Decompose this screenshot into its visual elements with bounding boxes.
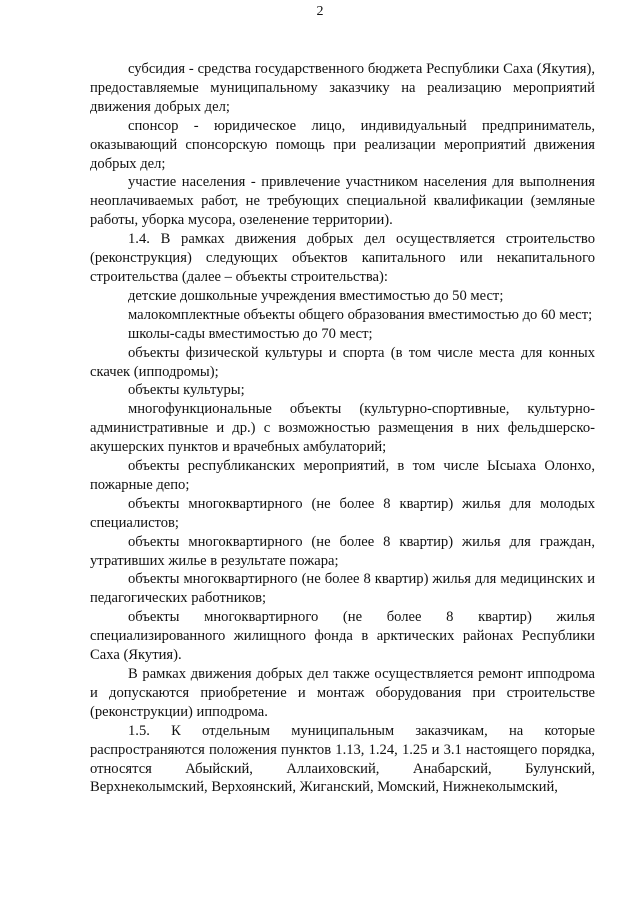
list-item-culture-facilities: объекты культуры;: [128, 382, 245, 399]
list-item-preschool: детские дошкольные учреждения вместимостью до 50 мест;: [128, 287, 504, 304]
list-item-housing-fire-victims: объекты многоквартирного (не более 8 квартир) жилья для граждан, утративших жилье в результате пожара;: [90, 533, 595, 569]
list-item-school-kindergartens: школы-сады вместимостью до 70 мест;: [128, 325, 373, 342]
paragraph-subsidy-definition: субсидия - средства государственного бюджета Республики Саха (Якутия), предоставляемые муниципальному заказчику на реализацию мероприятий движения добрых дел;: [90, 61, 595, 115]
paragraph-1-5: 1.5. К отдельным муниципальным заказчикам, на которые распространяются положения пунктов 1.13, 1.24, 1.25 и 3.1 настоящего порядка, относятся Абыйский, Аллаиховский, Анабарский, Булунский, Верхнеколымский, Верхоянский, Жиганский, Момский, Нижнеколымский,: [90, 722, 595, 796]
list-item-sports-facilities: объекты физической культуры и спорта (в том числе места для конных скачек (ипподромы);: [90, 344, 595, 380]
paragraph-population-participation: участие населения - привлечение участником населения для выполнения неоплачиваемых работ, не требующих специальной квалификации (земляные работы, уборка мусора, озеленение территории).: [90, 174, 595, 229]
paragraph-1-4: 1.4. В рамках движения добрых дел осуществляется строительство (реконструкция) следующих объектов капитального или некапитального строительства (далее – объекты строительства):: [90, 231, 595, 285]
list-item-housing-young-specialists: объекты многоквартирного (не более 8 квартир) жилья для молодых специалистов;: [90, 495, 595, 531]
page-number: 2: [316, 4, 324, 19]
list-item-republican-events: объекты республиканских мероприятий, в том числе Ысыаха Олонхо, пожарные депо;: [90, 458, 595, 493]
list-item-housing-medical-teachers: объекты многоквартирного (не более 8 квартир) жилья для медицинских и педагогических работников;: [90, 571, 595, 607]
list-item-small-schools: малокомплектные объекты общего образования вместимостью до 60 мест;: [128, 306, 593, 323]
paragraph-sponsor-definition: спонсор - юридическое лицо, индивидуальный предприниматель, оказывающий спонсорскую помощь при реализации мероприятий движения добрых дел;: [90, 117, 595, 172]
list-item-multifunctional: многофункциональные объекты (культурно-спортивные, культурно-административные и др.) с возможностью размещения в них фельдшерско-акушерских пунктов и врачебных амбулаторий;: [90, 401, 595, 456]
document-body: [90, 60, 595, 797]
paragraph-hippodrome-repair: В рамках движения добрых дел также осуществляется ремонт ипподрома и допускаются приобретение и монтаж оборудования при строительстве (реконструкции) ипподрома.: [90, 666, 595, 720]
list-item-housing-arctic: объекты многоквартирного (не более 8 квартир) жилья специализированного жилищного фонда в арктических районах Республики Саха (Якутия).: [90, 609, 595, 664]
